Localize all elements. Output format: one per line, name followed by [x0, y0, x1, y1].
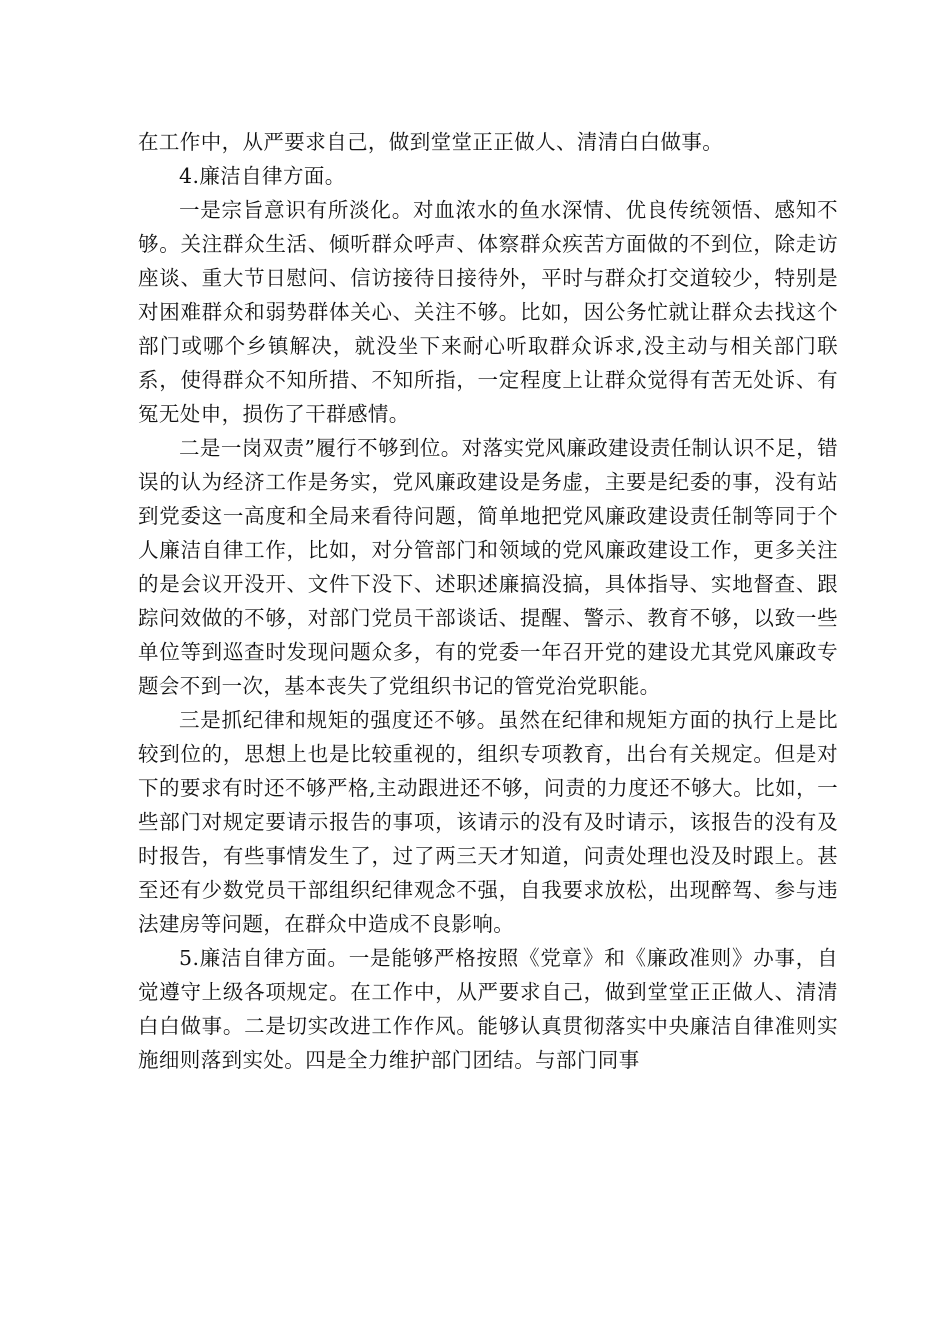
document-body: [138, 125, 838, 1077]
paragraph-5: 三是抓纪律和规矩的强度还不够。虽然在纪律和规矩方面的执行上是比较到位的，思想上也是比较重视的，组织专项教育，出台有关规定。但是对下的要求有时还不够严格,主动跟进还不够，问责的力度还不够大。比如，一些部门对规定要请示报告的事项，该请示的没有及时请示，该报告的没有及时报告，有些事情发生了，过了两三天才知道，问责处理也没及时跟上。甚至还有少数党员干部组织纪律观念不强，自我要求放松，出现醉驾、参与违法建房等问题，在群众中造成不良影响。: [138, 708, 838, 936]
paragraph-1: 在工作中，从严要求自己，做到堂堂正正做人、清清白白做事。: [138, 130, 724, 154]
paragraph-6: 5.廉洁自律方面。一是能够严格按照《党章》和《廉政准则》办事，自觉遵守上级各项规定。在工作中，从严要求自己，做到堂堂正正做人、清清白白做事。二是切实改进工作作风。能够认真贯彻落实中央廉洁自律准则实施细则落到实处。四是全力维护部门团结。与部门同事: [138, 946, 838, 1072]
paragraph-2-heading: 4.廉洁自律方面。: [179, 164, 346, 188]
paragraph-4: 二是一岗双责”履行不够到位。对落实党风廉政建设责任制认识不足，错误的认为经济工作是务实，党风廉政建设是务虚，主要是纪委的事，没有站到党委这一高度和全局来看待问题，简单地把党风廉政建设责任制等同于个人廉洁自律工作，比如，对分管部门和领域的党风廉政建设工作，更多关注的是会议开没开、文件下没下、述职述廉搞没搞，具体指导、实地督查、跟踪问效做的不够，对部门党员干部谈话、提醒、警示、教育不够，以致一些单位等到巡查时发现问题众多，有的党委一年召开党的建设尤其党风廉政专题会不到一次，基本丧失了党组织书记的管党治党职能。: [138, 436, 838, 698]
paragraph-3: 一是宗旨意识有所淡化。对血浓水的鱼水深情、优良传统领悟、感知不够。关注群众生活、倾听群众呼声、体察群众疾苦方面做的不到位，除走访座谈、重大节日慰问、信访接待日接待外，平时与群众打交道较少，特别是对困难群众和弱势群体关心、关注不够。比如，因公务忙就让群众去找这个部门或哪个乡镇解决，就没坐下来耐心听取群众诉求,没主动与相关部门联系，使得群众不知所措、不知所指，一定程度上让群众觉得有苦无处诉、有冤无处申，损伤了干群感情。: [138, 198, 838, 426]
